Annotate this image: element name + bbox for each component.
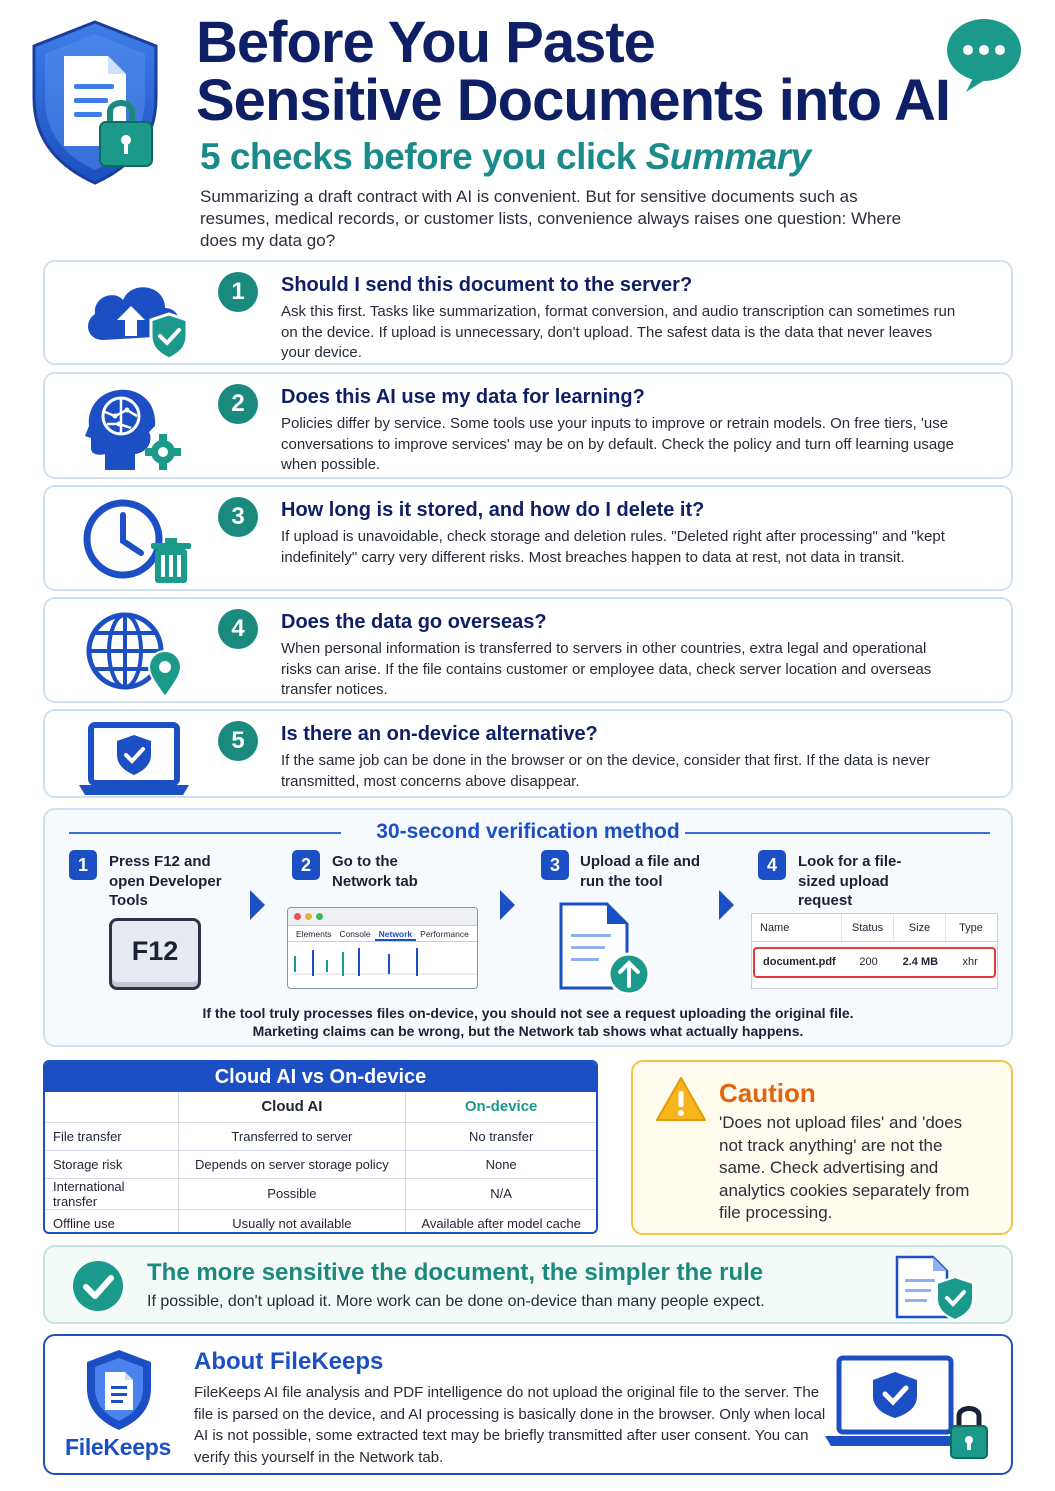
table-row: Storage risk Depends on server storage policy None <box>45 1150 596 1178</box>
step-number: 4 <box>758 850 786 880</box>
network-row-status: 200 <box>859 956 878 968</box>
chat-bubble-icon <box>944 16 1024 92</box>
devtools-tab-elements: Elements <box>296 929 332 939</box>
check-number: 1 <box>218 272 258 312</box>
network-col-status: Status <box>842 914 894 941</box>
step-label: Press F12 and open Developer Tools <box>109 853 222 909</box>
arrow-right-icon <box>500 890 515 920</box>
comparison-table <box>43 1060 598 1234</box>
check-body: When personal information is transferred to servers in other countries, extra legal and operational risks can arise. If the file contains customer or employee data, check server location and overseas transfer notices. <box>281 640 932 698</box>
check-body: If the same job can be done in the browser or on the device, consider that first. If the data is never transmitted, most concerns above disappear. <box>281 752 930 790</box>
table-row: Offline use Usually not available Available after model cache <box>45 1209 596 1234</box>
devtools-tab-performance: Performance <box>420 929 469 939</box>
caution-title: Caution <box>719 1078 816 1108</box>
check-circle-icon <box>71 1259 125 1313</box>
check-number: 3 <box>218 497 258 537</box>
about-section <box>43 1334 1013 1475</box>
check-body: Policies differ by service. Some tools use your inputs to improve or retrain models. On free tiers, 'use conversations to improve services' may be on by default. Check the policy and turn off learning usage when possible. <box>281 415 954 473</box>
network-row-name: document.pdf <box>763 956 836 968</box>
network-row-type: xhr <box>962 956 978 968</box>
check-body: Ask this first. Tasks like summarization, format conversion, and audio transcription can sometimes run on the device. If upload is unnecessary, don't upload. The safest data is the data that never leaves your device. <box>281 303 956 361</box>
check-card-5 <box>43 709 1013 798</box>
arrow-right-icon <box>250 890 265 920</box>
rule-title: The more sensitive the document, the simpler the rule <box>147 1259 764 1286</box>
step-label: Look for a file-sized upload request <box>798 853 902 909</box>
check-body: If upload is unavoidable, check storage and deletion rules. "Deleted right after processing" and "kept indefinitely" carry very different risks. Most breaches happen to data at rest, not data in transit. <box>281 528 945 566</box>
laptop-shield-icon <box>75 719 195 799</box>
check-title: How long is it stored, and how do I delete it? <box>281 499 705 521</box>
step-number: 1 <box>69 850 97 880</box>
globe-pin-icon <box>75 607 195 697</box>
check-card-2 <box>43 372 1013 479</box>
verification-footer: If the tool truly processes files on-device, you should not see a request uploading the original file. Marketing claims can be wrong, but the Network tab shows what actually happens. <box>202 1005 854 1039</box>
page-title: Before You Paste Sensitive Documents into AI <box>196 10 950 133</box>
network-request-table <box>751 913 998 989</box>
caution-box <box>631 1060 1013 1235</box>
page-subtitle: 5 checks before you click Summary <box>200 136 811 177</box>
check-title: Should I send this document to the server? <box>281 274 693 296</box>
table-row: International transfer Possible N/A <box>45 1178 596 1209</box>
file-upload-icon <box>557 902 657 994</box>
comparison-col-cloud: Cloud AI <box>178 1092 406 1122</box>
check-number: 4 <box>218 609 258 649</box>
network-waterfall <box>288 942 478 986</box>
rule-body: If possible, don't upload it. More work can be done on-device than many people expect. <box>147 1293 765 1310</box>
devtools-tab-network: Network <box>375 926 417 941</box>
comparison-col-blank <box>45 1092 178 1122</box>
filekeeps-logo-shield-icon <box>83 1348 155 1432</box>
arrow-right-icon <box>719 890 734 920</box>
check-title: Does this AI use my data for learning? <box>281 386 645 408</box>
intro-paragraph: Summarizing a draft contract with AI is convenient. But for sensitive documents such as resumes, medical records, or customer lists, convenience always raises one question: Where does my data go? <box>200 187 902 250</box>
f12-key-label: F12 <box>131 936 179 966</box>
window-dot-green <box>316 913 323 920</box>
document-shield-icon <box>893 1255 977 1321</box>
brand-name: FileKeeps <box>65 1434 171 1460</box>
step-number: 3 <box>541 850 569 880</box>
devtools-tab-console: Console <box>339 929 371 939</box>
window-dot-red <box>294 913 301 920</box>
brain-gear-icon <box>75 382 195 472</box>
about-body: FileKeeps AI file analysis and PDF intelligence do not upload the original file to the server. The file is parsed on the device, and AI processing is basically done in the browser. Only when local AI is not possible, some extracted text may be briefly transmitted after user consent. You can verify this yourself in the Network tab. <box>194 1384 826 1466</box>
check-number: 2 <box>218 384 258 424</box>
laptop-lock-icon <box>823 1354 995 1464</box>
step-number: 2 <box>292 850 320 880</box>
comparison-col-ondevice: On-device <box>406 1092 596 1122</box>
network-col-name: Name <box>752 914 842 941</box>
table-row: File transfer Transferred to server No transfer <box>45 1122 596 1150</box>
step-label: Go to the Network tab <box>332 853 418 890</box>
network-row-size: 2.4 MB <box>902 956 939 968</box>
check-number: 5 <box>218 721 258 761</box>
caution-body: 'Does not upload files' and 'does not track anything' are not the same. Check advertising and analytics cookies separately from file processing. <box>719 1113 970 1222</box>
check-card-1 <box>43 260 1013 365</box>
step-label: Upload a file and run the tool <box>580 853 701 890</box>
shield-document-lock-icon <box>28 18 163 186</box>
network-row-highlighted <box>753 947 996 978</box>
warning-triangle-icon <box>655 1076 707 1122</box>
verification-section <box>43 808 1013 1047</box>
check-card-3 <box>43 485 1013 591</box>
rule-banner <box>43 1245 1013 1324</box>
network-col-size: Size <box>894 914 946 941</box>
devtools-window <box>287 907 478 989</box>
clock-trash-icon <box>75 495 195 585</box>
comparison-title: Cloud AI vs On-device <box>45 1062 596 1092</box>
check-title: Is there an on-device alternative? <box>281 723 598 745</box>
f12-key <box>109 918 201 990</box>
network-col-type: Type <box>959 922 983 934</box>
cloud-upload-shield-icon <box>75 270 195 360</box>
check-card-4 <box>43 597 1013 703</box>
check-title: Does the data go overseas? <box>281 611 547 633</box>
about-title: About FileKeeps <box>194 1348 384 1375</box>
verification-title: 30-second verification method <box>376 820 680 843</box>
window-dot-yellow <box>305 913 312 920</box>
